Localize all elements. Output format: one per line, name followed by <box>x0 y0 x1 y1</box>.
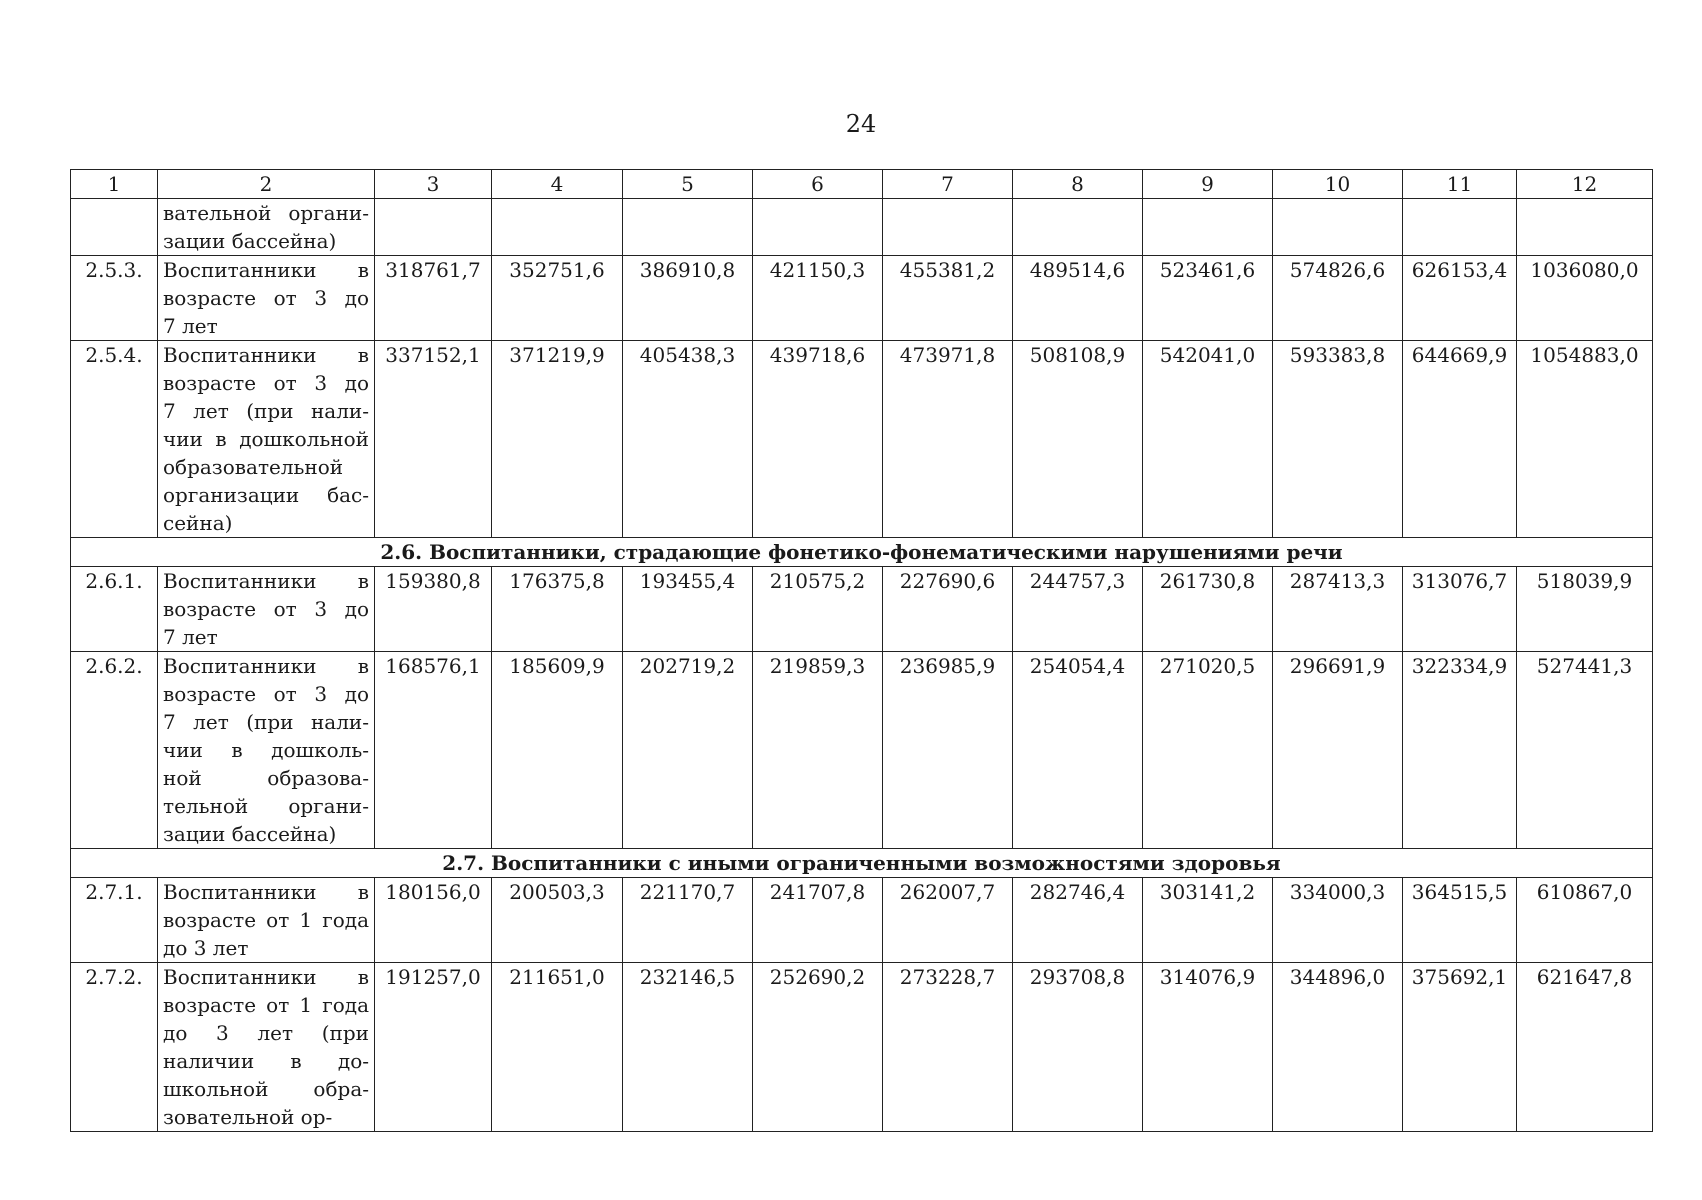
description-line: возрасте от 3 до <box>163 682 369 706</box>
description-line: до 3 лет (при <box>163 1021 369 1045</box>
value-cell <box>883 199 1013 256</box>
row-description <box>158 256 375 341</box>
column-number-header: 12 <box>1517 170 1653 199</box>
value-cell: 314076,9 <box>1143 963 1273 1132</box>
row-description <box>158 567 375 652</box>
row-code: 2.5.4. <box>71 341 158 538</box>
description-line: зации бассейна) <box>163 822 337 846</box>
table-row <box>71 652 1653 849</box>
table-body <box>71 170 1653 1132</box>
description-line: образовательной <box>163 455 344 479</box>
section-title: 2.7. Воспитанники с иными ограниченными возможностями здоровья <box>71 849 1653 878</box>
description-line: чии в дошколь- <box>163 738 369 762</box>
value-cell: 542041,0 <box>1143 341 1273 538</box>
description-line: Воспитанники в <box>163 569 369 593</box>
value-cell: 1036080,0 <box>1517 256 1653 341</box>
description-line: возрасте от 3 до <box>163 371 369 395</box>
value-cell: 221170,7 <box>623 878 753 963</box>
value-cell: 313076,7 <box>1403 567 1517 652</box>
table-row <box>71 341 1653 538</box>
value-cell: 344896,0 <box>1273 963 1403 1132</box>
value-cell <box>623 199 753 256</box>
value-cell <box>753 199 883 256</box>
row-code: 2.7.1. <box>71 878 158 963</box>
value-cell: 405438,3 <box>623 341 753 538</box>
column-number-header: 11 <box>1403 170 1517 199</box>
description-line: Воспитанники в <box>163 965 369 989</box>
value-cell: 610867,0 <box>1517 878 1653 963</box>
value-cell: 574826,6 <box>1273 256 1403 341</box>
value-cell: 621647,8 <box>1517 963 1653 1132</box>
value-cell: 210575,2 <box>753 567 883 652</box>
value-cell: 241707,8 <box>753 878 883 963</box>
row-description <box>158 199 375 256</box>
description-line: наличии в до- <box>163 1049 369 1073</box>
description-line: до 3 лет <box>163 936 249 960</box>
value-cell: 455381,2 <box>883 256 1013 341</box>
row-code: 2.7.2. <box>71 963 158 1132</box>
column-number-header: 1 <box>71 170 158 199</box>
value-cell: 296691,9 <box>1273 652 1403 849</box>
value-cell: 626153,4 <box>1403 256 1517 341</box>
description-line: Воспитанники в <box>163 258 369 282</box>
row-description <box>158 652 375 849</box>
column-number-header: 9 <box>1143 170 1273 199</box>
row-code: 2.5.3. <box>71 256 158 341</box>
column-number-header: 2 <box>158 170 375 199</box>
description-line: организации бас- <box>163 483 369 507</box>
value-cell: 527441,3 <box>1517 652 1653 849</box>
page-number: 24 <box>845 110 877 138</box>
value-cell <box>375 199 492 256</box>
column-number-header: 5 <box>623 170 753 199</box>
value-cell: 202719,2 <box>623 652 753 849</box>
table-row <box>71 878 1653 963</box>
value-cell: 252690,2 <box>753 963 883 1132</box>
value-cell: 219859,3 <box>753 652 883 849</box>
table-row <box>71 199 1653 256</box>
description-line: Воспитанники в <box>163 654 369 678</box>
value-cell: 352751,6 <box>492 256 623 341</box>
row-description <box>158 878 375 963</box>
column-number-header: 3 <box>375 170 492 199</box>
column-number-header: 7 <box>883 170 1013 199</box>
table-row <box>71 963 1653 1132</box>
tariff-table-container <box>70 169 1653 1132</box>
description-line: зации бассейна) <box>163 229 337 253</box>
description-line: 7 лет <box>163 314 218 338</box>
row-description <box>158 963 375 1132</box>
value-cell: 386910,8 <box>623 256 753 341</box>
value-cell: 303141,2 <box>1143 878 1273 963</box>
section-header-row <box>71 849 1653 878</box>
column-number-header-row <box>71 170 1653 199</box>
description-line: сейна) <box>163 511 233 535</box>
value-cell: 273228,7 <box>883 963 1013 1132</box>
value-cell: 593383,8 <box>1273 341 1403 538</box>
description-line: тельной органи- <box>163 794 369 818</box>
value-cell: 371219,9 <box>492 341 623 538</box>
value-cell <box>1403 199 1517 256</box>
value-cell: 375692,1 <box>1403 963 1517 1132</box>
description-line: 7 лет (при нали- <box>163 710 369 734</box>
value-cell: 159380,8 <box>375 567 492 652</box>
description-line: 7 лет <box>163 625 218 649</box>
value-cell: 244757,3 <box>1013 567 1143 652</box>
row-code <box>71 199 158 256</box>
value-cell: 236985,9 <box>883 652 1013 849</box>
value-cell: 168576,1 <box>375 652 492 849</box>
description-line: ной образова- <box>163 766 369 790</box>
description-line: возрасте от 1 года <box>163 993 369 1017</box>
value-cell: 421150,3 <box>753 256 883 341</box>
column-number-header: 6 <box>753 170 883 199</box>
description-line: возрасте от 3 до <box>163 597 369 621</box>
tariff-table <box>70 169 1653 1132</box>
value-cell: 523461,6 <box>1143 256 1273 341</box>
description-line: школьной обра- <box>163 1077 369 1101</box>
value-cell <box>1273 199 1403 256</box>
row-description <box>158 341 375 538</box>
value-cell: 176375,8 <box>492 567 623 652</box>
description-line: возрасте от 3 до <box>163 286 369 310</box>
description-line: Воспитанники в <box>163 880 369 904</box>
value-cell: 282746,4 <box>1013 878 1143 963</box>
value-cell: 293708,8 <box>1013 963 1143 1132</box>
value-cell <box>1517 199 1653 256</box>
value-cell: 518039,9 <box>1517 567 1653 652</box>
description-line: Воспитанники в <box>163 343 369 367</box>
value-cell: 262007,7 <box>883 878 1013 963</box>
value-cell: 271020,5 <box>1143 652 1273 849</box>
value-cell: 193455,4 <box>623 567 753 652</box>
row-code: 2.6.1. <box>71 567 158 652</box>
value-cell: 180156,0 <box>375 878 492 963</box>
value-cell: 254054,4 <box>1013 652 1143 849</box>
value-cell: 644669,9 <box>1403 341 1517 538</box>
section-title: 2.6. Воспитанники, страдающие фонетико-фонематическими нарушениями речи <box>71 538 1653 567</box>
description-line: зовательной ор- <box>163 1105 333 1129</box>
description-line: возрасте от 1 года <box>163 908 369 932</box>
value-cell: 227690,6 <box>883 567 1013 652</box>
value-cell: 489514,6 <box>1013 256 1143 341</box>
value-cell: 200503,3 <box>492 878 623 963</box>
value-cell: 337152,1 <box>375 341 492 538</box>
value-cell: 439718,6 <box>753 341 883 538</box>
value-cell: 261730,8 <box>1143 567 1273 652</box>
value-cell: 287413,3 <box>1273 567 1403 652</box>
value-cell <box>1013 199 1143 256</box>
value-cell: 232146,5 <box>623 963 753 1132</box>
description-line: чии в дошкольной <box>163 427 369 451</box>
row-code: 2.6.2. <box>71 652 158 849</box>
description-line: вательной органи- <box>163 201 369 225</box>
column-number-header: 4 <box>492 170 623 199</box>
value-cell: 322334,9 <box>1403 652 1517 849</box>
value-cell: 508108,9 <box>1013 341 1143 538</box>
value-cell: 185609,9 <box>492 652 623 849</box>
column-number-header: 8 <box>1013 170 1143 199</box>
value-cell: 334000,3 <box>1273 878 1403 963</box>
table-row <box>71 567 1653 652</box>
value-cell: 211651,0 <box>492 963 623 1132</box>
value-cell <box>1143 199 1273 256</box>
value-cell: 1054883,0 <box>1517 341 1653 538</box>
column-number-header: 10 <box>1273 170 1403 199</box>
table-row <box>71 256 1653 341</box>
value-cell: 364515,5 <box>1403 878 1517 963</box>
value-cell: 191257,0 <box>375 963 492 1132</box>
description-line: 7 лет (при нали- <box>163 399 369 423</box>
value-cell: 473971,8 <box>883 341 1013 538</box>
value-cell: 318761,7 <box>375 256 492 341</box>
section-header-row <box>71 538 1653 567</box>
value-cell <box>492 199 623 256</box>
